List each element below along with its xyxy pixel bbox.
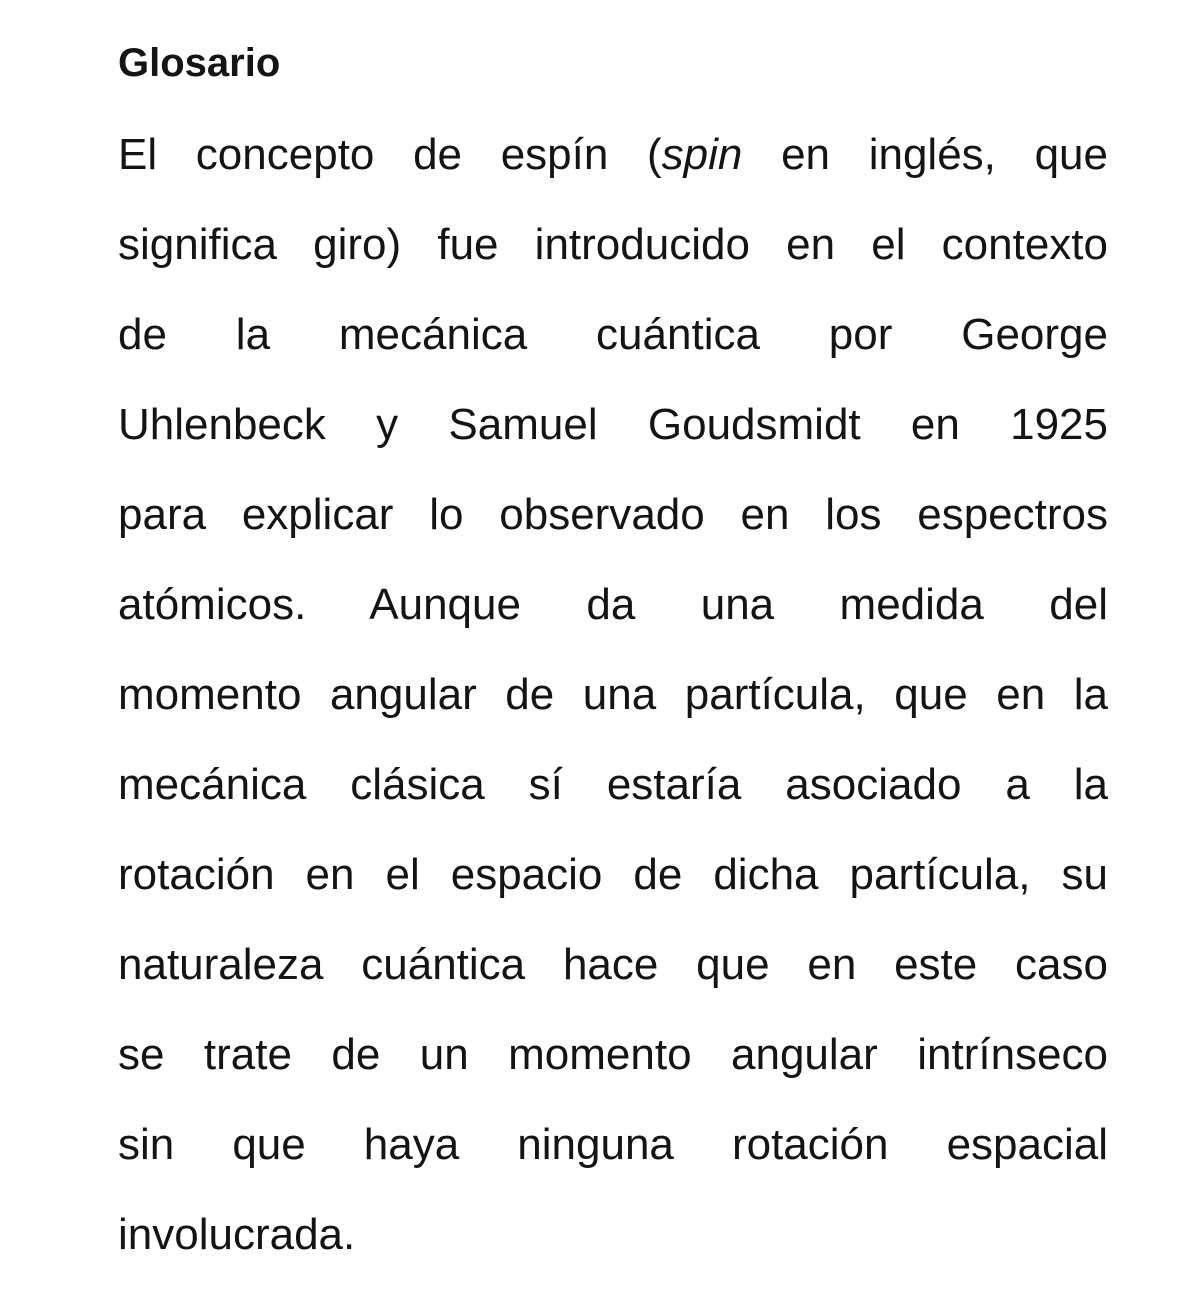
paragraph-line: para explicar lo observado en los espectros: [118, 490, 1108, 539]
paragraph-line: se trate de un momento angular intrínseco: [118, 1030, 1108, 1079]
line-text-before: El concepto de espín (: [118, 130, 662, 179]
paragraph-line: mecánica clásica sí estaría asociado a la: [118, 760, 1108, 809]
paragraph-line: [118, 128, 1108, 218]
paragraph-line: Uhlenbeck y Samuel Goudsmidt en 1925: [118, 400, 1108, 449]
glossary-paragraph: [118, 128, 1108, 1298]
line-text-after: en inglés, que: [742, 130, 1108, 179]
paragraph-line: involucrada.: [118, 1210, 356, 1259]
paragraph-line: momento angular de una partícula, que en la: [118, 670, 1108, 719]
heading-glosario: Glosario: [118, 41, 281, 85]
paragraph-line: naturaleza cuántica hace que en este caso: [118, 940, 1108, 989]
paragraph-line: rotación en el espacio de dicha partícula, su: [118, 850, 1108, 899]
paragraph-line: atómicos. Aunque da una medida del: [118, 580, 1108, 629]
paragraph-line: significa giro) fue introducido en el contexto: [118, 220, 1108, 269]
italic-term: spin: [661, 130, 743, 179]
paragraph-line: de la mecánica cuántica por George: [118, 310, 1108, 359]
paragraph-line: sin que haya ninguna rotación espacial: [118, 1120, 1108, 1169]
